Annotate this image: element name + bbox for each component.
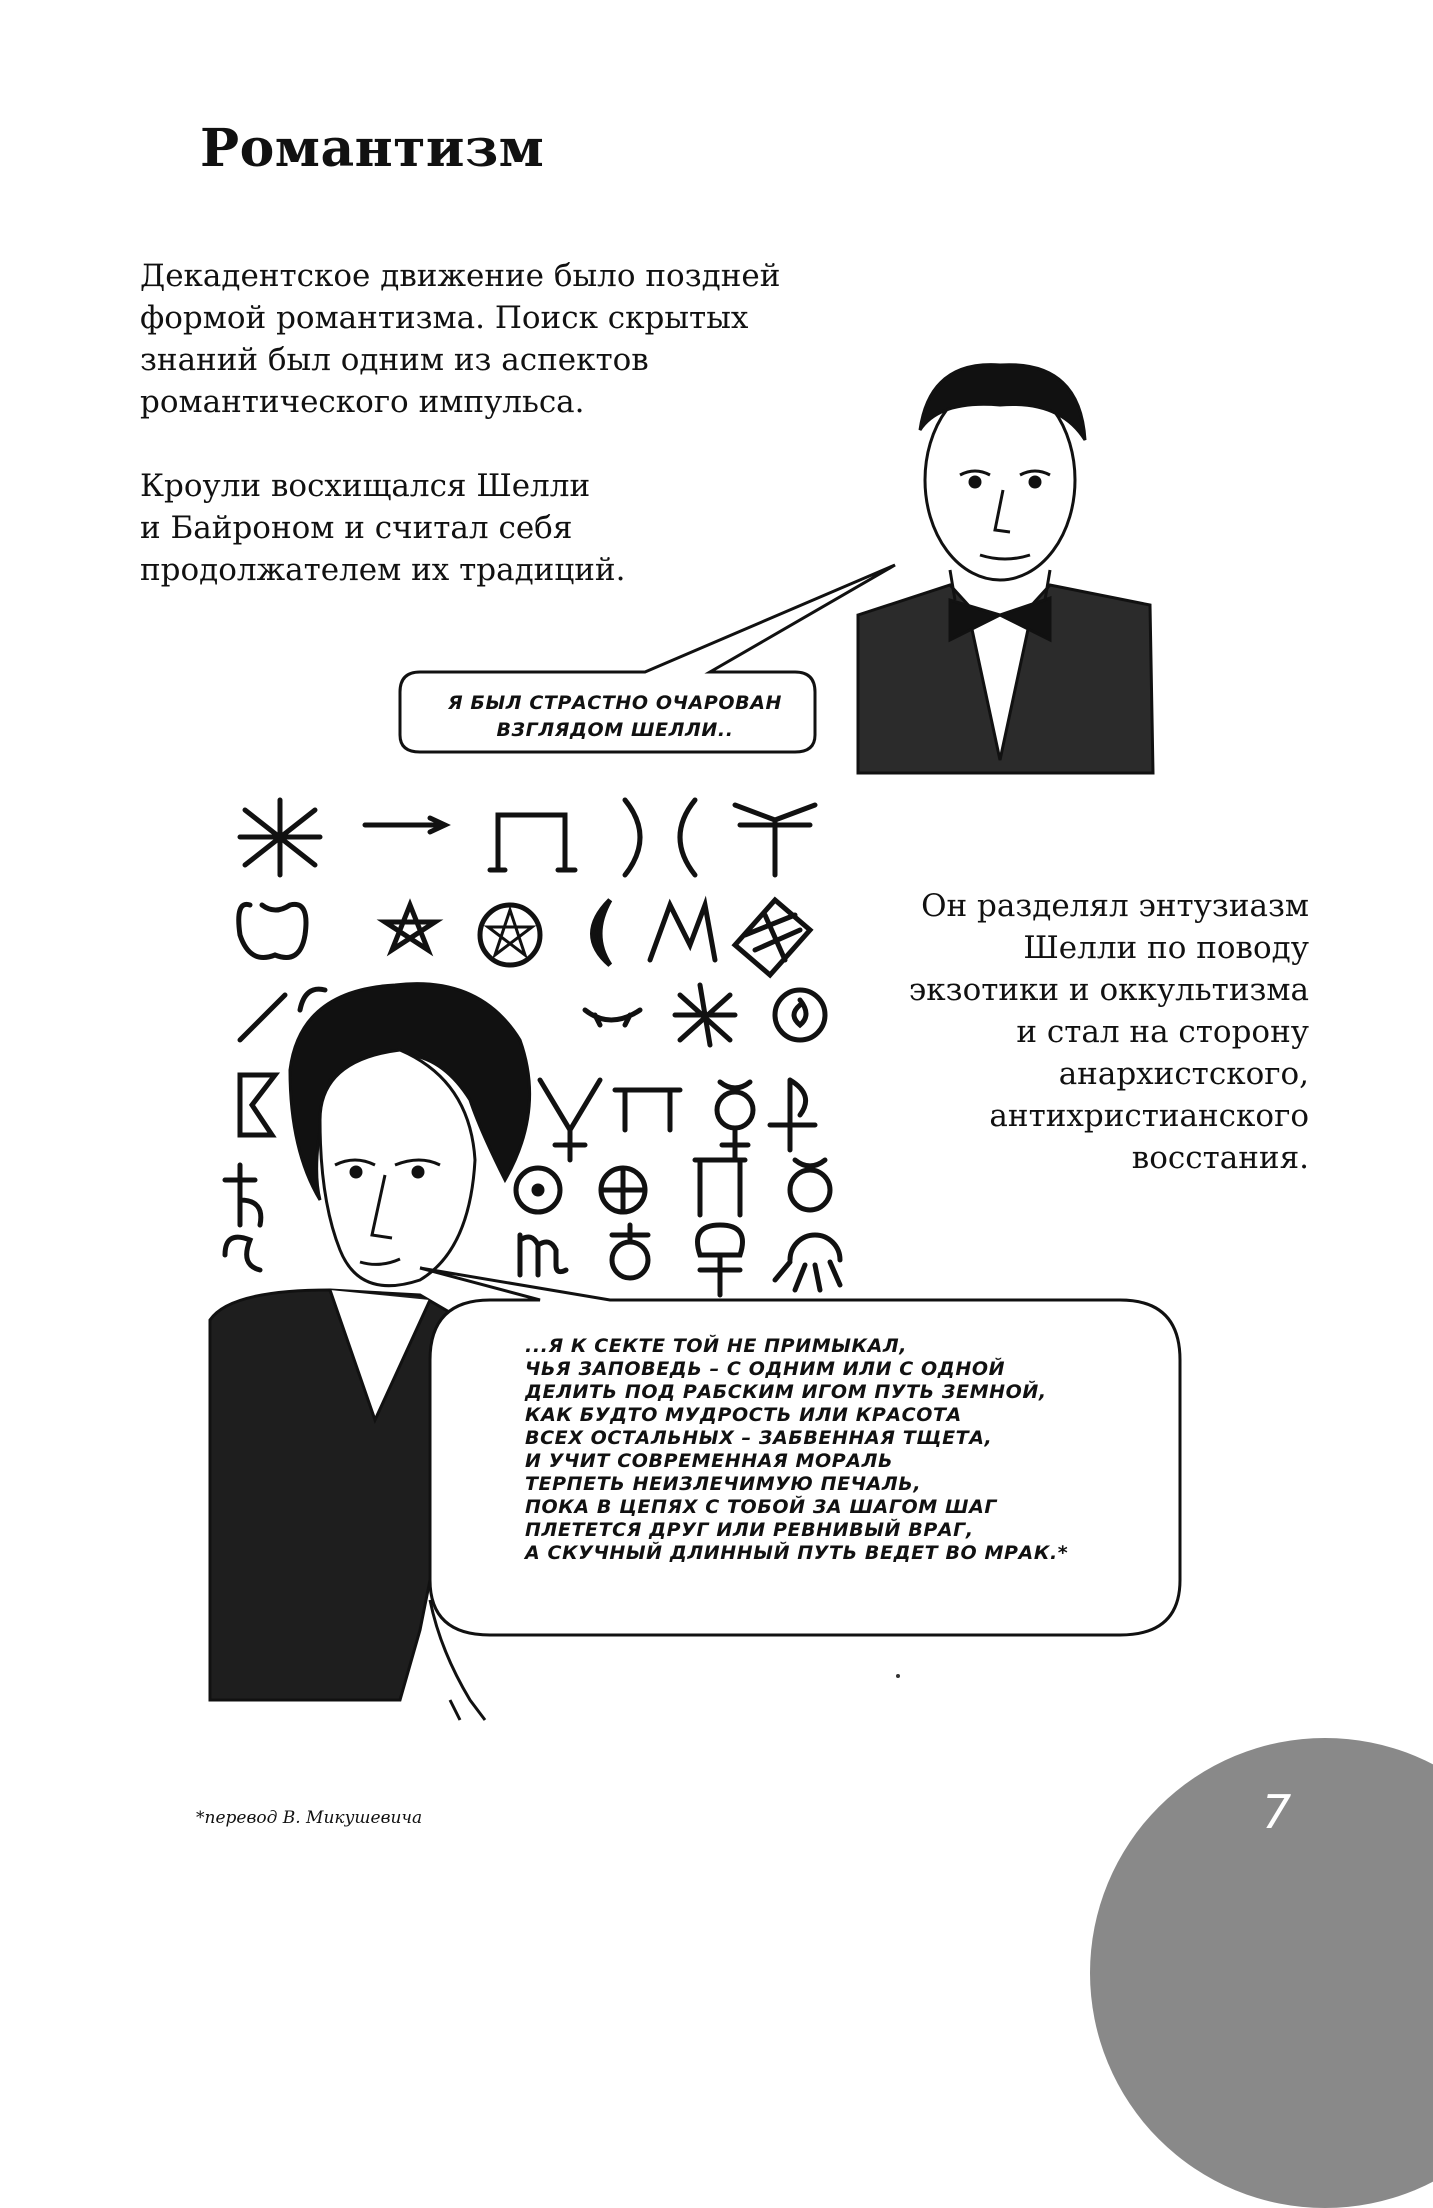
text-line: Кроули восхищался Шелли [140,468,591,504]
bubble-line: ДЕЛИТЬ ПОД РАБСКИМ ИГОМ ПУТЬ ЗЕМНОЙ, [525,1381,1047,1403]
text-line: анархистского, [1058,1056,1309,1092]
speech-bubble-2-text [525,1335,1068,1565]
page-title: Романтизм [200,118,545,179]
text-line: Он разделял энтузиазм [921,888,1309,924]
text-line: продолжателем их традиций. [140,552,626,588]
text-line: антихристианского [989,1098,1309,1134]
bubble-line: ТЕРПЕТЬ НЕИЗЛЕЧИМУЮ ПЕЧАЛЬ, [525,1473,922,1495]
bubble-line: ...Я К СЕКТЕ ТОЙ НЕ ПРИМЫКАЛ, [525,1335,908,1357]
text-line: формой романтизма. Поиск скрытых [140,300,749,336]
bubble-line: И УЧИТ СОВРЕМЕННАЯ МОРАЛЬ [525,1450,894,1472]
text-line: Шелли по поводу [1023,930,1309,966]
text-line: и стал на сторону [1016,1014,1309,1050]
bubble-line: ПОКА В ЦЕПЯХ С ТОБОЙ ЗА ШАГОМ ШАГ [525,1496,998,1518]
bubble-line: А СКУЧНЫЙ ДЛИННЫЙ ПУТЬ ВЕДЕТ ВО МРАК.* [525,1542,1069,1564]
text-line: восстания. [1131,1140,1309,1176]
text-line: экзотики и оккультизма [908,972,1309,1008]
ink-dot [896,1674,900,1678]
crowley-illustration [858,365,1153,773]
page-number: 7 [1262,1785,1292,1839]
text-line: Декадентское движение было поздней [140,258,781,294]
bubble-line: ЧЬЯ ЗАПОВЕДЬ – С ОДНИМ ИЛИ С ОДНОЙ [525,1358,1006,1380]
text-line: романтического импульса. [140,384,585,420]
translation-footnote: *перевод В. Микушевича [196,1808,423,1828]
speech-bubble-1-text [420,690,810,744]
bubble-line: КАК БУДТО МУДРОСТЬ ИЛИ КРАСОТА [525,1404,962,1426]
bubble-line: ПЛЕТЕТСЯ ДРУГ ИЛИ РЕВНИВЫЙ ВРАГ, [525,1519,974,1541]
bubble-line: Я БЫЛ СТРАСТНО ОЧАРОВАН [447,692,783,714]
text-line: и Байроном и считал себя [140,510,573,546]
bubble-line: ВЗГЛЯДОМ ШЕЛЛИ.. [496,719,734,741]
bubble-line: ВСЕХ ОСТАЛЬНЫХ – ЗАБВЕННАЯ ТЩЕТА, [525,1427,993,1449]
text-line: знаний был одним из аспектов [140,342,649,378]
